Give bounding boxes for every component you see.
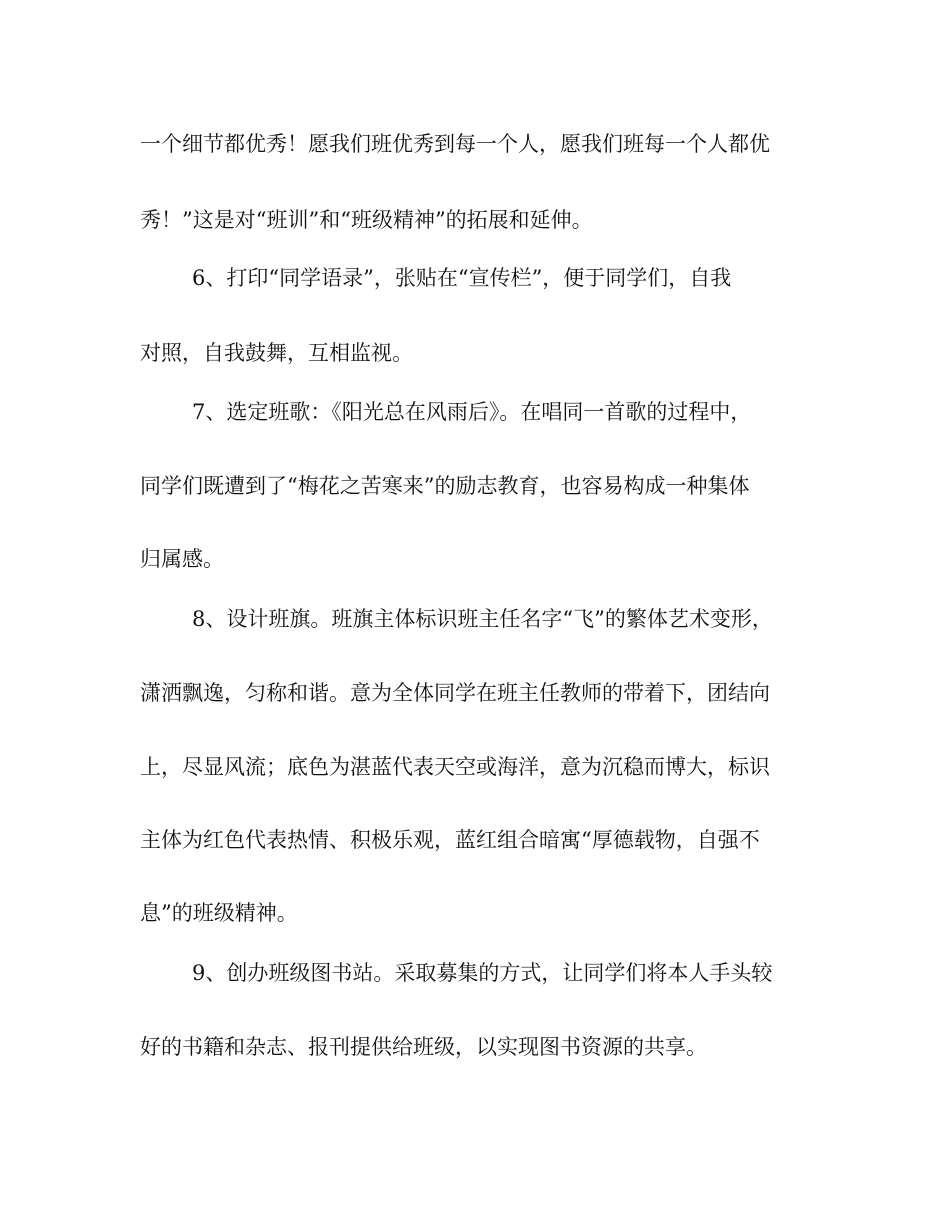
text-line: 一个细节都优秀！愿我们班优秀到每一个人，愿我们班每一个人都优 bbox=[140, 132, 770, 156]
text-line: 秀！”这是对“班训”和“班级精神”的拓展和延伸。 bbox=[140, 208, 593, 232]
text-line: 息”的班级精神。 bbox=[140, 901, 298, 925]
paragraph-8-start: 8、设计班旗。班旗主体标识班主任名字“飞”的繁体艺术变形， bbox=[192, 607, 773, 631]
paragraph-7-start: 7、选定班歌：《阳光总在风雨后》。在唱同一首歌的过程中， bbox=[192, 400, 752, 424]
text-line: 潇洒飘逸，匀称和谐。意为全体同学在班主任教师的带着下，团结向 bbox=[140, 681, 770, 705]
text-line: 对照，自我鼓舞，互相监视。 bbox=[140, 341, 413, 365]
text-line: 归属感。 bbox=[140, 547, 224, 571]
text-line: 主体为红色代表热情、积极乐观，蓝红组合暗寓“厚德载物，自强不 bbox=[140, 828, 760, 852]
paragraph-6-start: 6、打印“同学语录”，张贴在“宣传栏”，便于同学们，自我 bbox=[192, 266, 732, 290]
text-line: 上，尽显风流；底色为湛蓝代表天空或海洋，意为沉稳而博大，标识 bbox=[140, 755, 770, 779]
paragraph-9-start: 9、创办班级图书站。采取募集的方式，让同学们将本人手头较 bbox=[192, 961, 773, 985]
text-line: 同学们既遭到了“梅花之苦寒来”的励志教育，也容易构成一种集体 bbox=[140, 474, 750, 498]
text-line: 好的书籍和杂志、报刊提供给班级，以实现图书资源的共享。 bbox=[140, 1035, 707, 1059]
